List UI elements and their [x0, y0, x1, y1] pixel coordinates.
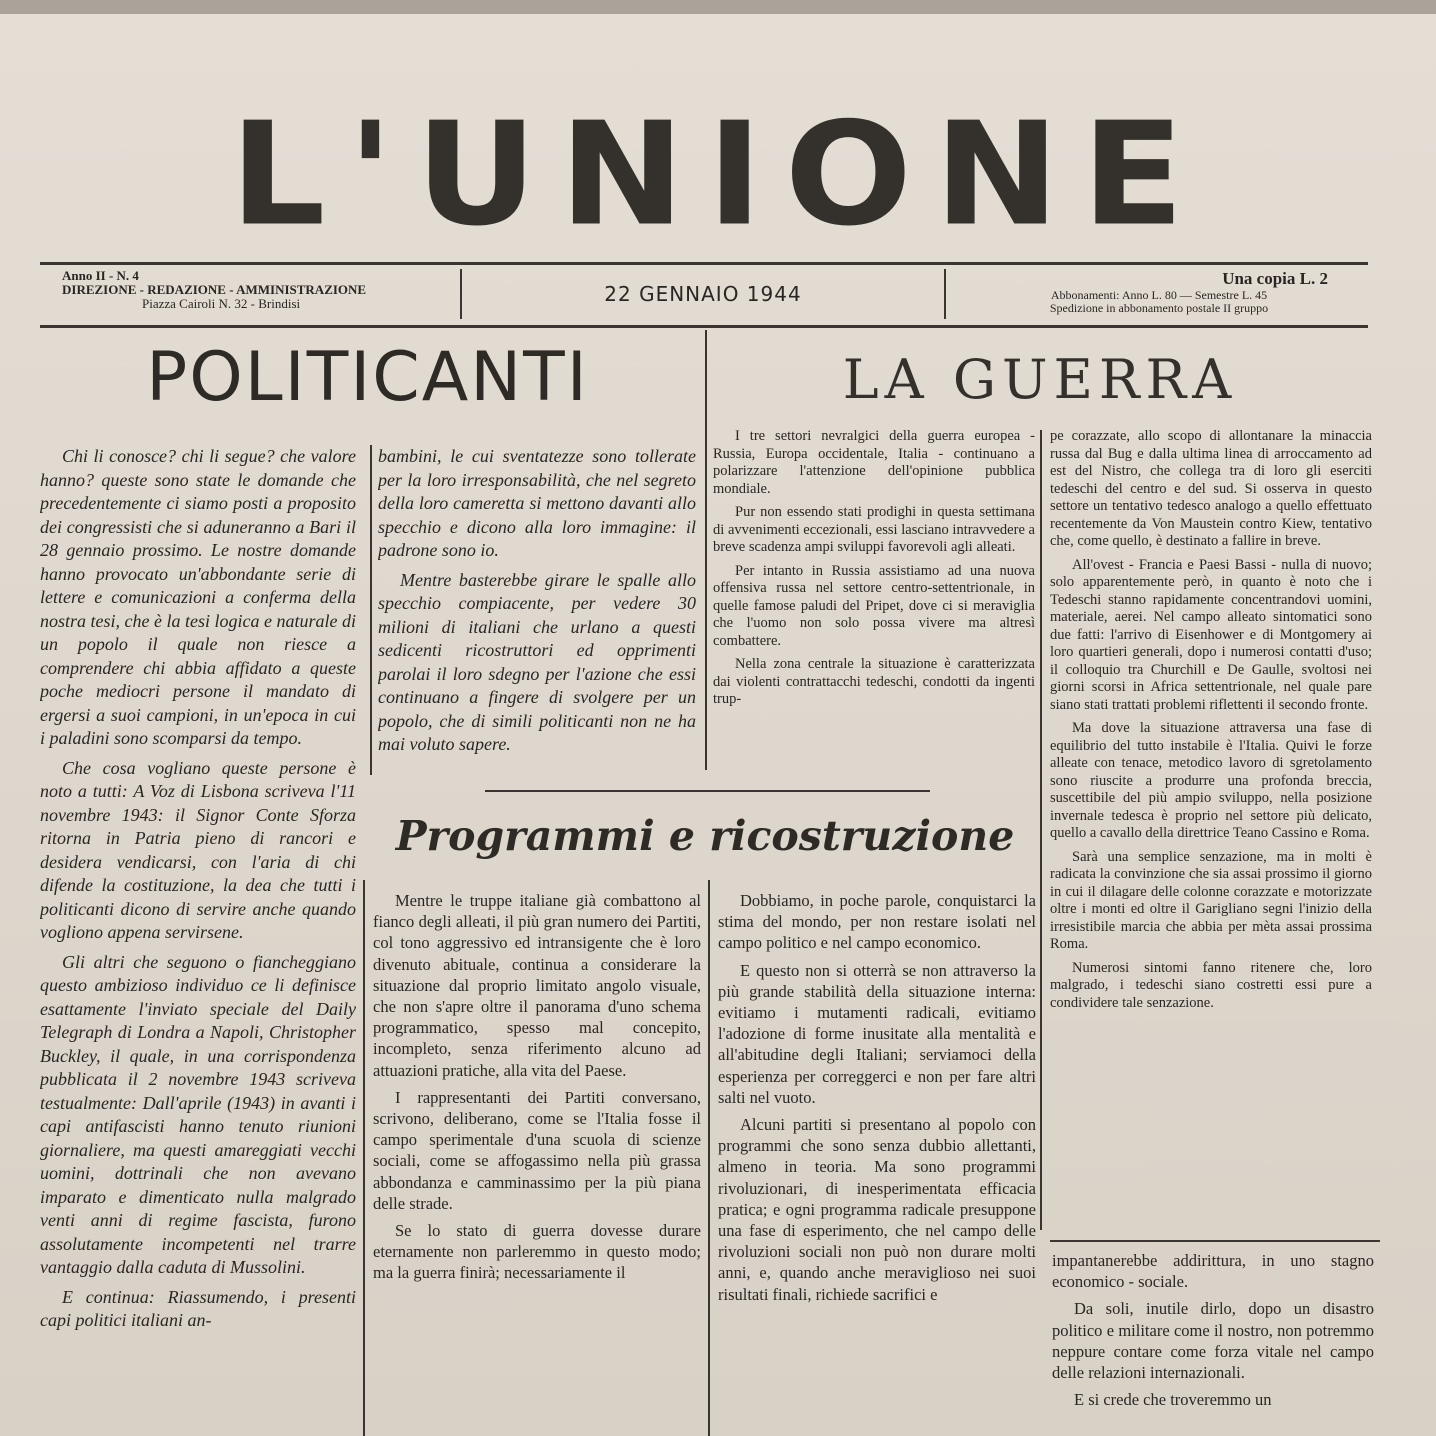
info-right: [950, 269, 1368, 319]
issue-number: Anno II - N. 4: [62, 268, 139, 283]
divider-vertical: [705, 330, 707, 770]
paragraph: Per intanto in Russia assistiamo ad una nuova offensiva russa nel settore centro-settentrionale, in quelle famose paludi del Pripet, dove ci si meraviglia che l'uomo non solo possa vivere ma altresì combattere.: [713, 562, 1035, 649]
paragraph: Se lo stato di guerra dovesse durare eternamente non parleremmo in questo modo; ma la guerra finirà; necessariamente il: [373, 1221, 701, 1283]
paragraph: E questo non si otterrà se non attraverso la più grande stabilità della situazione interna: evitiamo i mutamenti radicali, evitiamo l'adozione di forme inusitate alla mentalità e all'abitudine degli Italiani; serviamoci della esperienza per correggerci e non per fare altri salti nel vuoto.: [718, 960, 1036, 1107]
paragraph: Gli altri che seguono o fiancheggiano questo ambizioso individuo ce li definisce esattamente l'inviato speciale del Daily Telegraph di Londra a Napoli, Christopher Buckley, il quale, in una corrispondenza pubblicata il 2 novembre 1943 scriveva testualmente: Dall'aprile (1943) in avanti i capi antifascisti hanno tenuto riunioni giornaliere, ma questi amareggiati vecchi uomini, dottrinali che non avevano imparato e dimenticato nulla malgrado venti anni di regime fascista, furono assolutamente incompetenti nel trarre vantaggio dalla caduta di Mussolini.: [40, 951, 356, 1277]
article-programmi-col3: [1052, 1250, 1374, 1436]
paragraph: Mentre le truppe italiane già combattono al fianco degli alleati, il più gran numero dei Partiti, col tono aggressivo ed intransigente che è loro divenuto abituale, continua a considerare la situazione dal proprio limitato angolo visuale, che non s'apre oltre il panorama d'uno schema programmatico, spesso mal concepito, incompleto, senza riferimento alcuno ad attuazioni pratiche, alla vita del Paese.: [373, 891, 701, 1080]
paragraph: Mentre basterebbe girare le spalle allo specchio compiacente, per vedere 30 milioni di italiani che urlano a questi sedicenti ricostruttori ed opprimenti parolai il loro sdegno per l'azione che essi continuano a fingere di svolgere per un popolo, che di simili politicanti non ne ha mai voluto sapere.: [378, 569, 696, 754]
article-programmi-col2: [718, 890, 1036, 1436]
paragraph: Alcuni partiti si presentano al popolo con programmi che sono senza dubbio allettanti, almeno in teoria. Ma sono programmi rivoluzionari, di inesperimentata efficacia pratica; e ogni programma radicale presuppone una fase di esperimento, che nel campo delle rivoluzioni sociali non può non durare molti anni, e, quando anche meraviglioso nei suoi risultati finali, richiede sacrifici e: [718, 1115, 1036, 1304]
headline-programmi: Programmi e ricostruzione: [395, 812, 1015, 860]
direction-label: DIREZIONE - REDAZIONE - AMMINISTRAZIONE: [62, 282, 367, 297]
paragraph: Che cosa vogliano queste persone è noto a tutti: A Voz di Lisbona scriveva l'11 novembre 1943: il Signor Conte Sforza ritorna in Patria pieno di rancori e desidera vendicarsi, con l'aria di chi difende la costituzione, la dea che tutti i politicanti dicono di servire anche quando vogliono appena servirsene.: [40, 757, 356, 942]
paragraph: E continua: Riassumendo, i presenti capi politici italiani an-: [40, 1286, 356, 1330]
article-guerra-col2: [1050, 428, 1372, 1233]
paragraph: E si crede che troveremmo un: [1074, 1390, 1272, 1410]
page-top-edge: [0, 0, 1436, 14]
article-programmi-col1: [373, 890, 701, 1436]
divider-vertical: [708, 880, 710, 1436]
headline-la-guerra: LA GUERRA: [842, 348, 1238, 411]
divider-vertical: [363, 880, 365, 1436]
headline-politicanti: POLITICANTI: [146, 338, 589, 417]
paragraph: bambini, le cui sventatezze sono tollerate per la loro irresponsabilità, che nel segreto della loro cameretta si mettono davanti allo specchio e dicono alla loro immagine: il padrone sono io.: [378, 446, 696, 560]
paragraph: Chi li conosce? chi li segue? che valore hanno? queste sono state le domande che precedentemente ci siamo posti a proposito dei congressisti che si aduneranno a Bari il 28 gennaio prossimo. Le nostre domande hanno provocato un'abbondante serie di lettere e comunicazioni a conferma della nostra tesi, che è la tesi logica e naturale di un popolo il quale non riesce a comprendere chi abbia affidato a queste poche mediocri persone il mandato di ergersi a suoi campioni, in un'epoca in cui i paladini sono scomparsi da tempo.: [40, 446, 356, 748]
paragraph: impantanerebbe addirittura, in uno stagno economico - sociale.: [1052, 1251, 1374, 1292]
paragraph: Ma dove la situazione attraversa una fase di equilibrio del tutto instabile è l'Italia. Quivi le forze alleate con tenace, metodico lavoro di sgretolamento sono riuscite a produrre una profonda breccia, suscettibile del più ampio sviluppo, nella posizione invernale tedesca è proprio nel settore più delicato, quello a cavallo della direttrice Teano Cassino e Roma.: [1050, 720, 1372, 841]
paragraph: Nella zona centrale la situazione è caratterizzata dai violenti contrattacchi tedeschi, condotti da ingenti trup-: [713, 656, 1035, 707]
paragraph: I tre settori nevralgici della guerra europea - Russia, Europa occidentale, Italia - continuano a polarizzare l'attenzione dell'opinione pubblica mondiale.: [713, 428, 1035, 497]
paragraph: Dobbiamo, in poche parole, conquistarci la stima del mondo, per non restare isolati nel campo politico e nel campo economico.: [718, 891, 1036, 953]
paragraph: All'ovest - Francia e Paesi Bassi - nulla di nuovo; solo apparentemente però, in quanto è noto che i Tedeschi stanno rapidamente concentrandovi uomini, materiale, aerei. Nel campo alleato sintomatici sono due fatti: l'arrivo di Eisenhower e di Montgomery ai loro quartieri generali, dopo i numerosi contatti d'uso; il colloquio tra Churchill e De Gaulle, svoltosi nei giorni scorsi in Africa settentrionale, nel quale pare siano stati trattati problemi riflettenti il secondo fronte.: [1050, 556, 1372, 713]
info-left: [62, 269, 462, 319]
paragraph: I rappresentanti dei Partiti conversano, scrivono, deliberano, come se l'Italia fosse il campo sperimentale d'una scuola di scienze sociali, come se affogassimo nella più grassa abbondanza e camminassimo per la più piana delle strade.: [373, 1087, 701, 1213]
address: Piazza Cairoli N. 32 - Brindisi: [142, 296, 301, 311]
article-guerra-col1: [713, 428, 1035, 773]
paragraph: pe corazzate, allo scopo di allontanare la minaccia russa dal Bug e dalla ultima linea di arroccamento ad est del Nistro, che collega tra di loro gli eserciti tedeschi del centro e del sud. Si osserva in questo settore un tentativo tedesco analogo a quello effettuato recentemente da Von Maustein contro Kiew, tentativo che, come quello, è destinato a fallire in breve.: [1050, 428, 1372, 549]
subscription-rates: Abbonamenti: Anno L. 80 — Semestre L. 45: [1050, 288, 1268, 302]
divider-vertical: [370, 445, 372, 775]
paragraph: Da soli, inutile dirlo, dopo un disastro politico e militare come il nostro, non potremmo neppure contare come forza vitale nel campo delle relazioni internazionali.: [1052, 1299, 1374, 1383]
article-politicanti-col2: [378, 445, 696, 775]
divider-horizontal: [1050, 1240, 1380, 1242]
paragraph: Sarà una semplice senzazione, ma in molti è radicata la convinzione che sia assai prossimo il giorno in cui il dilagare delle colonne corazzate e motorizzate oltre i monti ed oltre il Garigliano segni l'inizio della irresistibile marcia che abbia per mèta assai prossima Roma.: [1050, 848, 1372, 952]
masthead-title: L'UNIONE: [229, 92, 1207, 258]
paragraph: Numerosi sintomi fanno ritenere che, loro malgrado, i tedeschi siano costretti essi pure a condividere tale senzazione.: [1050, 959, 1372, 1011]
copy-price: Una copia L. 2: [1222, 269, 1328, 288]
paragraph: Pur non essendo stati prodighi in questa settimana di avvenimenti eccezionali, essi lasciano intravvedere a breve scadenza ampi sviluppi favorevoli agli alleati.: [713, 504, 1035, 555]
article-politicanti-col1: [40, 445, 356, 1436]
info-bar: [40, 262, 1368, 328]
divider-horizontal: [485, 790, 930, 792]
postal-shipping: Spedizione in abbonamento postale II gruppo: [1049, 301, 1269, 315]
issue-date: 22 GENNAIO 1944: [460, 269, 946, 319]
